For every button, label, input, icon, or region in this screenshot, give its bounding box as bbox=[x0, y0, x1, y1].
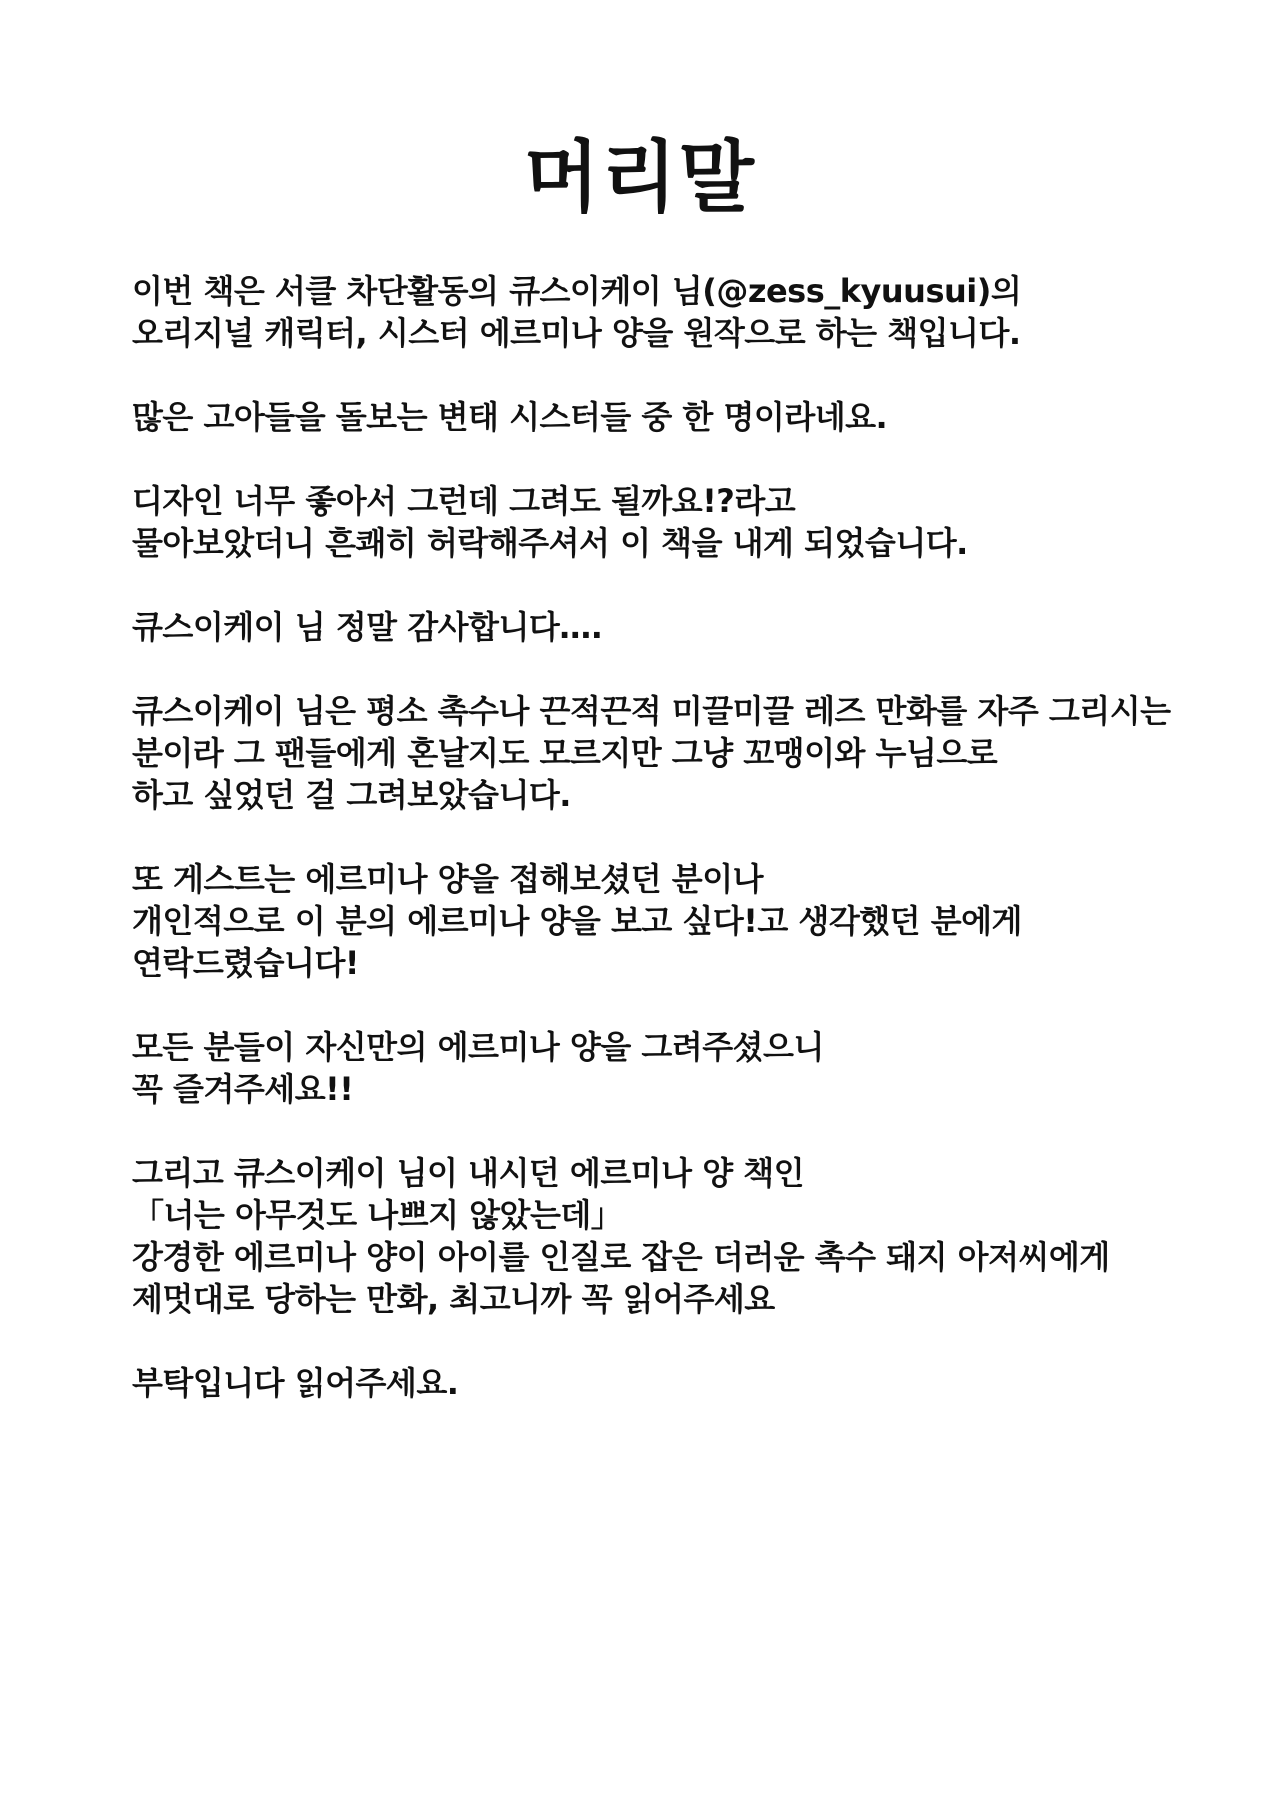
text-line: 모든 분들이 자신만의 에르미나 양을 그려주셨으니 bbox=[132, 1028, 824, 1066]
text-line: 제멋대로 당하는 만화, 최고니까 꼭 읽어주세요 bbox=[132, 1280, 775, 1318]
text-line: 또 게스트는 에르미나 양을 접해보셨던 분이나 bbox=[132, 860, 764, 898]
paragraph-4 bbox=[132, 606, 1232, 648]
text-line: 하고 싶었던 걸 그려보았습니다. bbox=[132, 776, 571, 814]
text-line: 큐스이케이 님은 평소 촉수나 끈적끈적 미끌미끌 레즈 만화를 자주 그리시는 bbox=[132, 692, 1171, 730]
paragraph-3 bbox=[132, 480, 1232, 564]
text-line: 꼭 즐겨주세요!! bbox=[132, 1070, 354, 1108]
text-line: 큐스이케이 님 정말 감사합니다…. bbox=[132, 608, 603, 646]
paragraph-8 bbox=[132, 1152, 1232, 1320]
text-line: 물아보았더니 흔쾌히 허락해주셔서 이 책을 내게 되었습니다. bbox=[132, 524, 968, 562]
paragraph-2 bbox=[132, 396, 1232, 438]
text-line: 연락드렸습니다! bbox=[132, 944, 359, 982]
page-title: 머리말 bbox=[523, 133, 757, 223]
text-line: 부탁입니다 읽어주세요. bbox=[132, 1364, 459, 1402]
paragraph-1 bbox=[132, 270, 1232, 354]
text-line: 그리고 큐스이케이 님이 내시던 에르미나 양 책인 bbox=[132, 1154, 805, 1192]
text-line: 분이라 그 팬들에게 혼날지도 모르지만 그냥 꼬맹이와 누님으로 bbox=[132, 734, 998, 772]
text-line: 이번 책은 서클 차단활동의 큐스이케이 님(@zess_kyuusui)의 bbox=[132, 272, 1022, 310]
text-line: 「너는 아무것도 나쁘지 않았는데」 bbox=[132, 1196, 623, 1234]
text-line: 디자인 너무 좋아서 그런데 그려도 될까요!?라고 bbox=[132, 482, 796, 520]
paragraph-6 bbox=[132, 858, 1232, 984]
text-line: 강경한 에르미나 양이 아이를 인질로 잡은 더러운 촉수 돼지 아저씨에게 bbox=[132, 1238, 1110, 1276]
text-line: 오리지널 캐릭터, 시스터 에르미나 양을 원작으로 하는 책입니다. bbox=[132, 314, 1021, 352]
paragraph-9 bbox=[132, 1362, 1232, 1404]
text-line: 많은 고아들을 돌보는 변태 시스터들 중 한 명이라네요. bbox=[132, 398, 888, 436]
paragraph-7 bbox=[132, 1026, 1232, 1110]
preface-body bbox=[132, 270, 1232, 1446]
text-line: 개인적으로 이 분의 에르미나 양을 보고 싶다!고 생각했던 분에게 bbox=[132, 902, 1022, 940]
paragraph-5 bbox=[132, 690, 1232, 816]
